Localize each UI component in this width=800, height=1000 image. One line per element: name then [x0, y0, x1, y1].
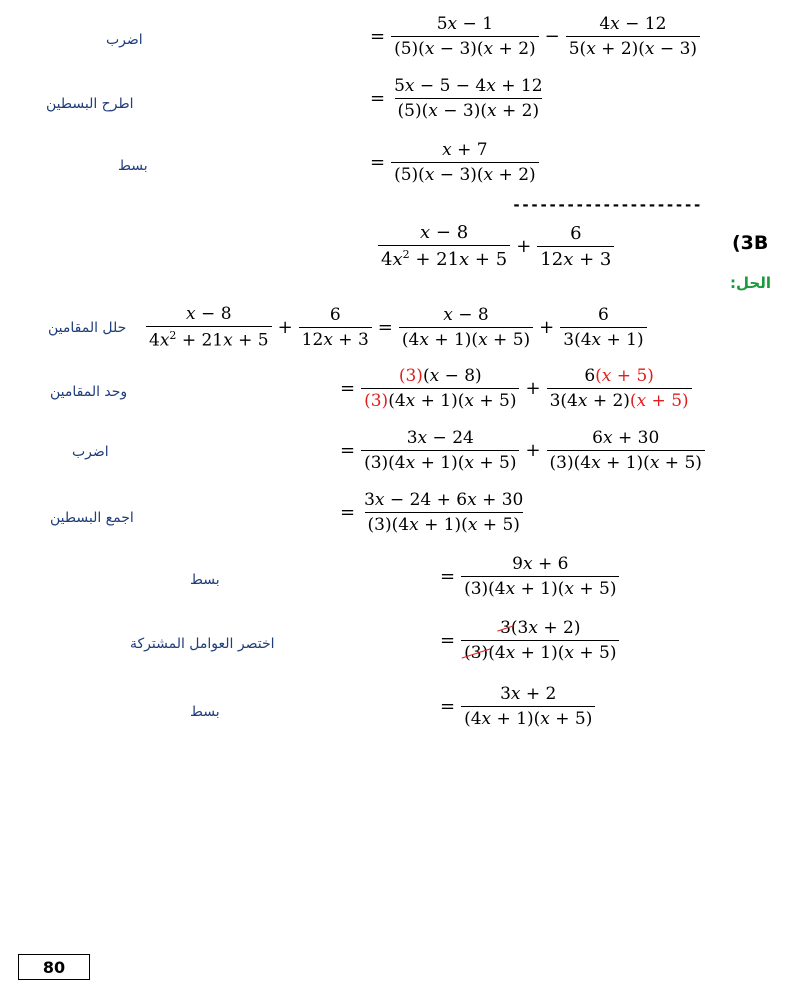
section-divider: ---------------------: [512, 196, 702, 214]
step-label-simplify-2: بسط: [190, 572, 220, 588]
step-label-cancel-common-factors: اختصر العوامل المشتركة: [130, 636, 275, 652]
step-label-multiply-2: اضرب: [72, 444, 109, 460]
step-label-simplify-3: بسط: [190, 704, 220, 720]
step-label-multiply-1: اضرب: [106, 32, 143, 48]
equation-add-numerators: = $\frac{3x - 24 + 6x + 30}{(3)(4x + 1)(x + 5)}$: [340, 490, 524, 535]
equation-cancel-common-factors: = $\frac{3(3x + 2)}{(3)(4x + 1)(x + 5)}$: [436, 618, 621, 663]
equation-unify-denominators: = $\frac{(3)(x - 8)}{(3)(4x + 1)(x + 5)}$ + $\frac{6(x + 5)}{3(4x + 2)(x + 5)}$: [336, 366, 694, 411]
equation-multiply-1: = $\frac{5x - 1}{(5)(x - 3)(x + 2)}$ − $\frac{4x - 12}{5(x + 2)(x - 3)}$: [366, 14, 702, 59]
equation-simplify-1: = $\frac{x + 7}{(5)(x - 3)(x + 2)}$: [366, 140, 541, 185]
step-label-subtract-numerators: اطرح البسطين: [46, 96, 134, 112]
step-label-factor-denominators: حلل المقامين: [48, 320, 127, 336]
page-number: 80: [18, 954, 90, 980]
problem-expression: $\frac{x - 8}{4x^2 + 21x + 5}$ + $\frac{6}{12x + 3}$: [376, 222, 616, 270]
step-label-add-numerators: اجمع البسطين: [50, 510, 134, 526]
equation-factor-denominators: $\frac{x - 8}{4x^2 + 21x + 5}$ + $\frac{6}{12x + 3}$ = $\frac{x - 8}{(4x + 1)(x + 5)}$ + $\frac{6}{3(4x + 1)}$: [144, 304, 649, 351]
equation-simplify-2: = $\frac{9x + 6}{(3)(4x + 1)(x + 5)}$: [436, 554, 621, 599]
equation-final-result: = $\frac{3x + 2}{(4x + 1)(x + 5)}$: [436, 684, 597, 729]
step-label-unify-denominators: وحد المقامين: [50, 384, 128, 400]
solution-label: الحل:: [730, 274, 771, 292]
step-label-simplify-1: بسط: [118, 158, 148, 174]
equation-subtract-numerators: = $\frac{5x - 5 - 4x + 12}{(5)(x - 3)(x + 2)}$: [370, 76, 543, 121]
equation-multiply-2: = $\frac{3x - 24}{(3)(4x + 1)(x + 5)}$ + $\frac{6x + 30}{(3)(4x + 1)(x + 5)}$: [336, 428, 707, 473]
problem-number: (3B: [732, 232, 769, 254]
